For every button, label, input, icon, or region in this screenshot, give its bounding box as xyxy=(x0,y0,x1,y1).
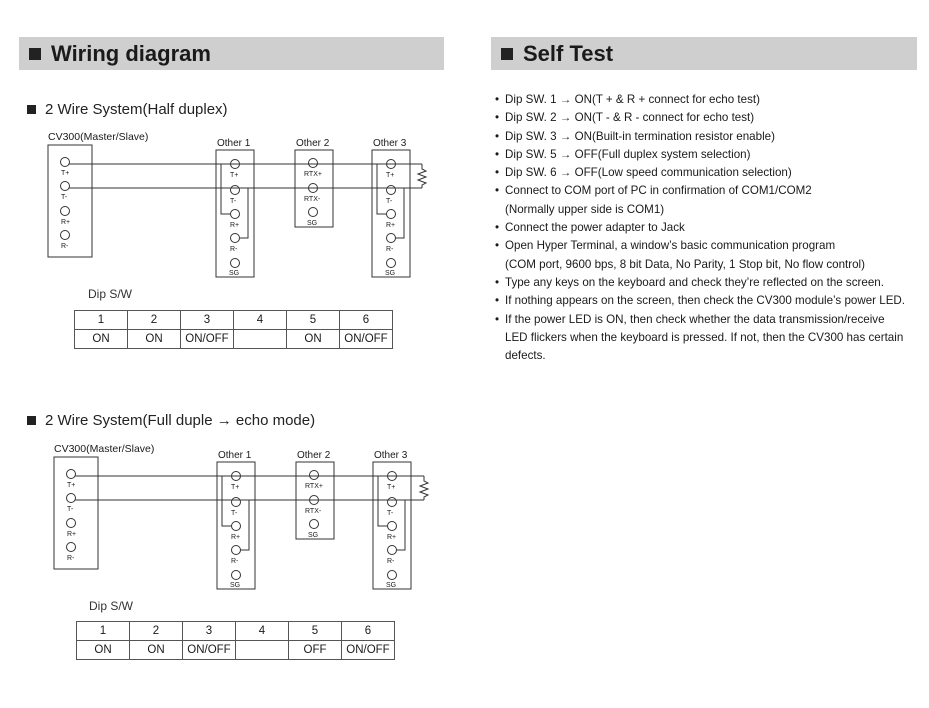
pin-label: T- xyxy=(387,510,394,517)
item-text: Dip SW. 2 → ON(T - & R - connect for echo test) xyxy=(505,111,755,125)
pin-label: R- xyxy=(67,555,75,562)
pin-label: SG xyxy=(229,270,240,277)
heading-square-icon xyxy=(27,105,36,114)
dip-value-row xyxy=(75,330,393,349)
item-text: Open Hyper Terminal, a window’s basic communication program xyxy=(505,239,836,253)
dip-value-cell xyxy=(234,330,287,349)
pin-label: SG xyxy=(307,220,318,227)
pin-label: RTX- xyxy=(304,196,321,203)
self-test-banner xyxy=(491,37,917,70)
dip-header-cell: 1 xyxy=(77,622,130,641)
other3-label: Other 3 xyxy=(373,138,407,149)
pin-label: R+ xyxy=(386,222,396,229)
item-text: Type any keys on the keyboard and check they’re reflected on the screen. xyxy=(505,275,884,289)
other2-label: Other 2 xyxy=(297,450,331,461)
dip-value-cell: ON/OFF xyxy=(340,330,393,349)
other2-label: Other 2 xyxy=(296,138,330,149)
banner-square-icon xyxy=(29,48,41,60)
heading-square-icon xyxy=(27,416,36,425)
pin-label: T- xyxy=(61,194,68,201)
pin-label: R- xyxy=(61,243,69,250)
pin-label: R+ xyxy=(67,531,77,538)
self-test-item xyxy=(495,109,925,127)
dip-value-cell: ON xyxy=(77,641,130,660)
self-test-item xyxy=(495,128,925,146)
self-test-item xyxy=(495,274,925,292)
pin-label: R+ xyxy=(231,534,241,541)
other1-label: Other 1 xyxy=(217,138,251,149)
other3-label: Other 3 xyxy=(374,450,408,461)
dip-switch-table-half xyxy=(74,310,393,349)
pin-label: T+ xyxy=(386,172,395,179)
dip-value-cell: ON xyxy=(287,330,340,349)
item-text: Dip SW. 3 → ON(Built-in termination resistor enable) xyxy=(505,129,775,143)
full-duplex-heading xyxy=(27,412,315,429)
dip-header-cell: 6 xyxy=(340,311,393,330)
pin-label: R- xyxy=(386,246,394,253)
dip-header-cell: 1 xyxy=(75,311,128,330)
pin-label: SG xyxy=(230,582,241,589)
pin-label: R- xyxy=(387,558,395,565)
dip-header-cell: 2 xyxy=(130,622,183,641)
half-duplex-heading-text: 2 Wire System(Half duplex) xyxy=(45,101,228,118)
self-test-list xyxy=(495,91,925,365)
dip-value-cell xyxy=(236,641,289,660)
dip-header-row xyxy=(77,622,395,641)
pin-label: T- xyxy=(67,506,74,513)
pin-label: RTX+ xyxy=(304,171,322,178)
pin-label: T+ xyxy=(387,484,396,491)
item-text: Dip SW. 6 → OFF(Low speed communication selection) xyxy=(505,166,792,180)
cv300-box xyxy=(54,457,98,569)
wiring-diagram-title: Wiring diagram xyxy=(51,40,211,66)
dip-value-cell: ON/OFF xyxy=(183,641,236,660)
dip-value-cell: ON xyxy=(128,330,181,349)
full-duplex-heading-text: 2 Wire System(Full duple → echo mode) xyxy=(45,412,316,429)
item-text: Connect to COM port of PC in confirmation of COM1/COM2 xyxy=(505,184,812,198)
cv300-label: CV300(Master/Slave) xyxy=(54,443,155,455)
other1-label: Other 1 xyxy=(218,450,252,461)
pin-label: R- xyxy=(231,558,239,565)
item-text: Dip SW. 5 → OFF(Full duplex system selection) xyxy=(505,147,751,161)
pin-label: R+ xyxy=(387,534,397,541)
self-test-item xyxy=(495,182,925,219)
wiring-diagram-banner xyxy=(19,37,444,70)
pin-label: R+ xyxy=(61,219,71,226)
pin-label: SG xyxy=(385,270,396,277)
self-test-item xyxy=(495,91,925,109)
dip-header-cell: 3 xyxy=(181,311,234,330)
item-text: If the power LED is ON, then check whether the data transmission/receive xyxy=(505,312,885,326)
full-duplex-wiring-diagram xyxy=(34,442,444,592)
pin-label: T- xyxy=(231,510,238,517)
self-test-item xyxy=(495,311,925,366)
item-continuation: defects. xyxy=(505,349,546,363)
item-continuation: (Normally upper side is COM1) xyxy=(505,202,665,216)
half-duplex-heading xyxy=(27,101,228,118)
self-test-item xyxy=(495,237,925,274)
pin-label: R- xyxy=(230,246,238,253)
half-duplex-wiring-diagram xyxy=(30,130,440,280)
dip-value-cell: ON xyxy=(75,330,128,349)
self-test-item xyxy=(495,219,925,237)
dip-header-cell: 5 xyxy=(289,622,342,641)
dip-header-cell: 4 xyxy=(234,311,287,330)
pin-label: T+ xyxy=(230,172,239,179)
banner-square-icon xyxy=(501,48,513,60)
pin-label: T+ xyxy=(67,482,76,489)
pin-label: SG xyxy=(386,582,397,589)
self-test-title: Self Test xyxy=(523,40,614,66)
self-test-item xyxy=(495,146,925,164)
item-continuation: LED flickers when the keyboard is pressed. If not, then the CV300 has certain xyxy=(505,330,904,344)
pin-label: T- xyxy=(230,198,237,205)
dip-header-cell: 3 xyxy=(183,622,236,641)
dip-switch-table-full xyxy=(76,621,395,660)
dip-value-cell: ON xyxy=(130,641,183,660)
dip-value-cell: OFF xyxy=(289,641,342,660)
pin-label: T- xyxy=(386,198,393,205)
pin-label: R+ xyxy=(230,222,240,229)
self-test-item xyxy=(495,164,925,182)
pin-label: RTX- xyxy=(305,508,322,515)
pin-label: RTX+ xyxy=(305,483,323,490)
cv300-label: CV300(Master/Slave) xyxy=(48,131,149,143)
item-text: Connect the power adapter to Jack xyxy=(505,221,685,235)
dip-header-cell: 5 xyxy=(287,311,340,330)
pin-label: T+ xyxy=(61,170,70,177)
item-text: Dip SW. 1 → ON(T + & R + connect for echo test) xyxy=(505,93,760,106)
dip-caption-half: Dip S/W xyxy=(88,287,133,301)
dip-header-cell: 2 xyxy=(128,311,181,330)
dip-value-cell: ON/OFF xyxy=(342,641,395,660)
dip-value-row xyxy=(77,641,395,660)
dip-header-cell: 4 xyxy=(236,622,289,641)
dip-value-cell: ON/OFF xyxy=(181,330,234,349)
self-test-item xyxy=(495,292,925,310)
dip-header-row xyxy=(75,311,393,330)
dip-caption-full: Dip S/W xyxy=(89,599,134,613)
pin-label: SG xyxy=(308,532,319,539)
dip-header-cell: 6 xyxy=(342,622,395,641)
pin-label: T+ xyxy=(231,484,240,491)
item-text: If nothing appears on the screen, then check the CV300 module’s power LED. xyxy=(505,294,906,308)
item-continuation: (COM port, 9600 bps, 8 bit Data, No Parity, 1 Stop bit, No flow control) xyxy=(505,257,865,271)
cv300-box xyxy=(48,145,92,257)
